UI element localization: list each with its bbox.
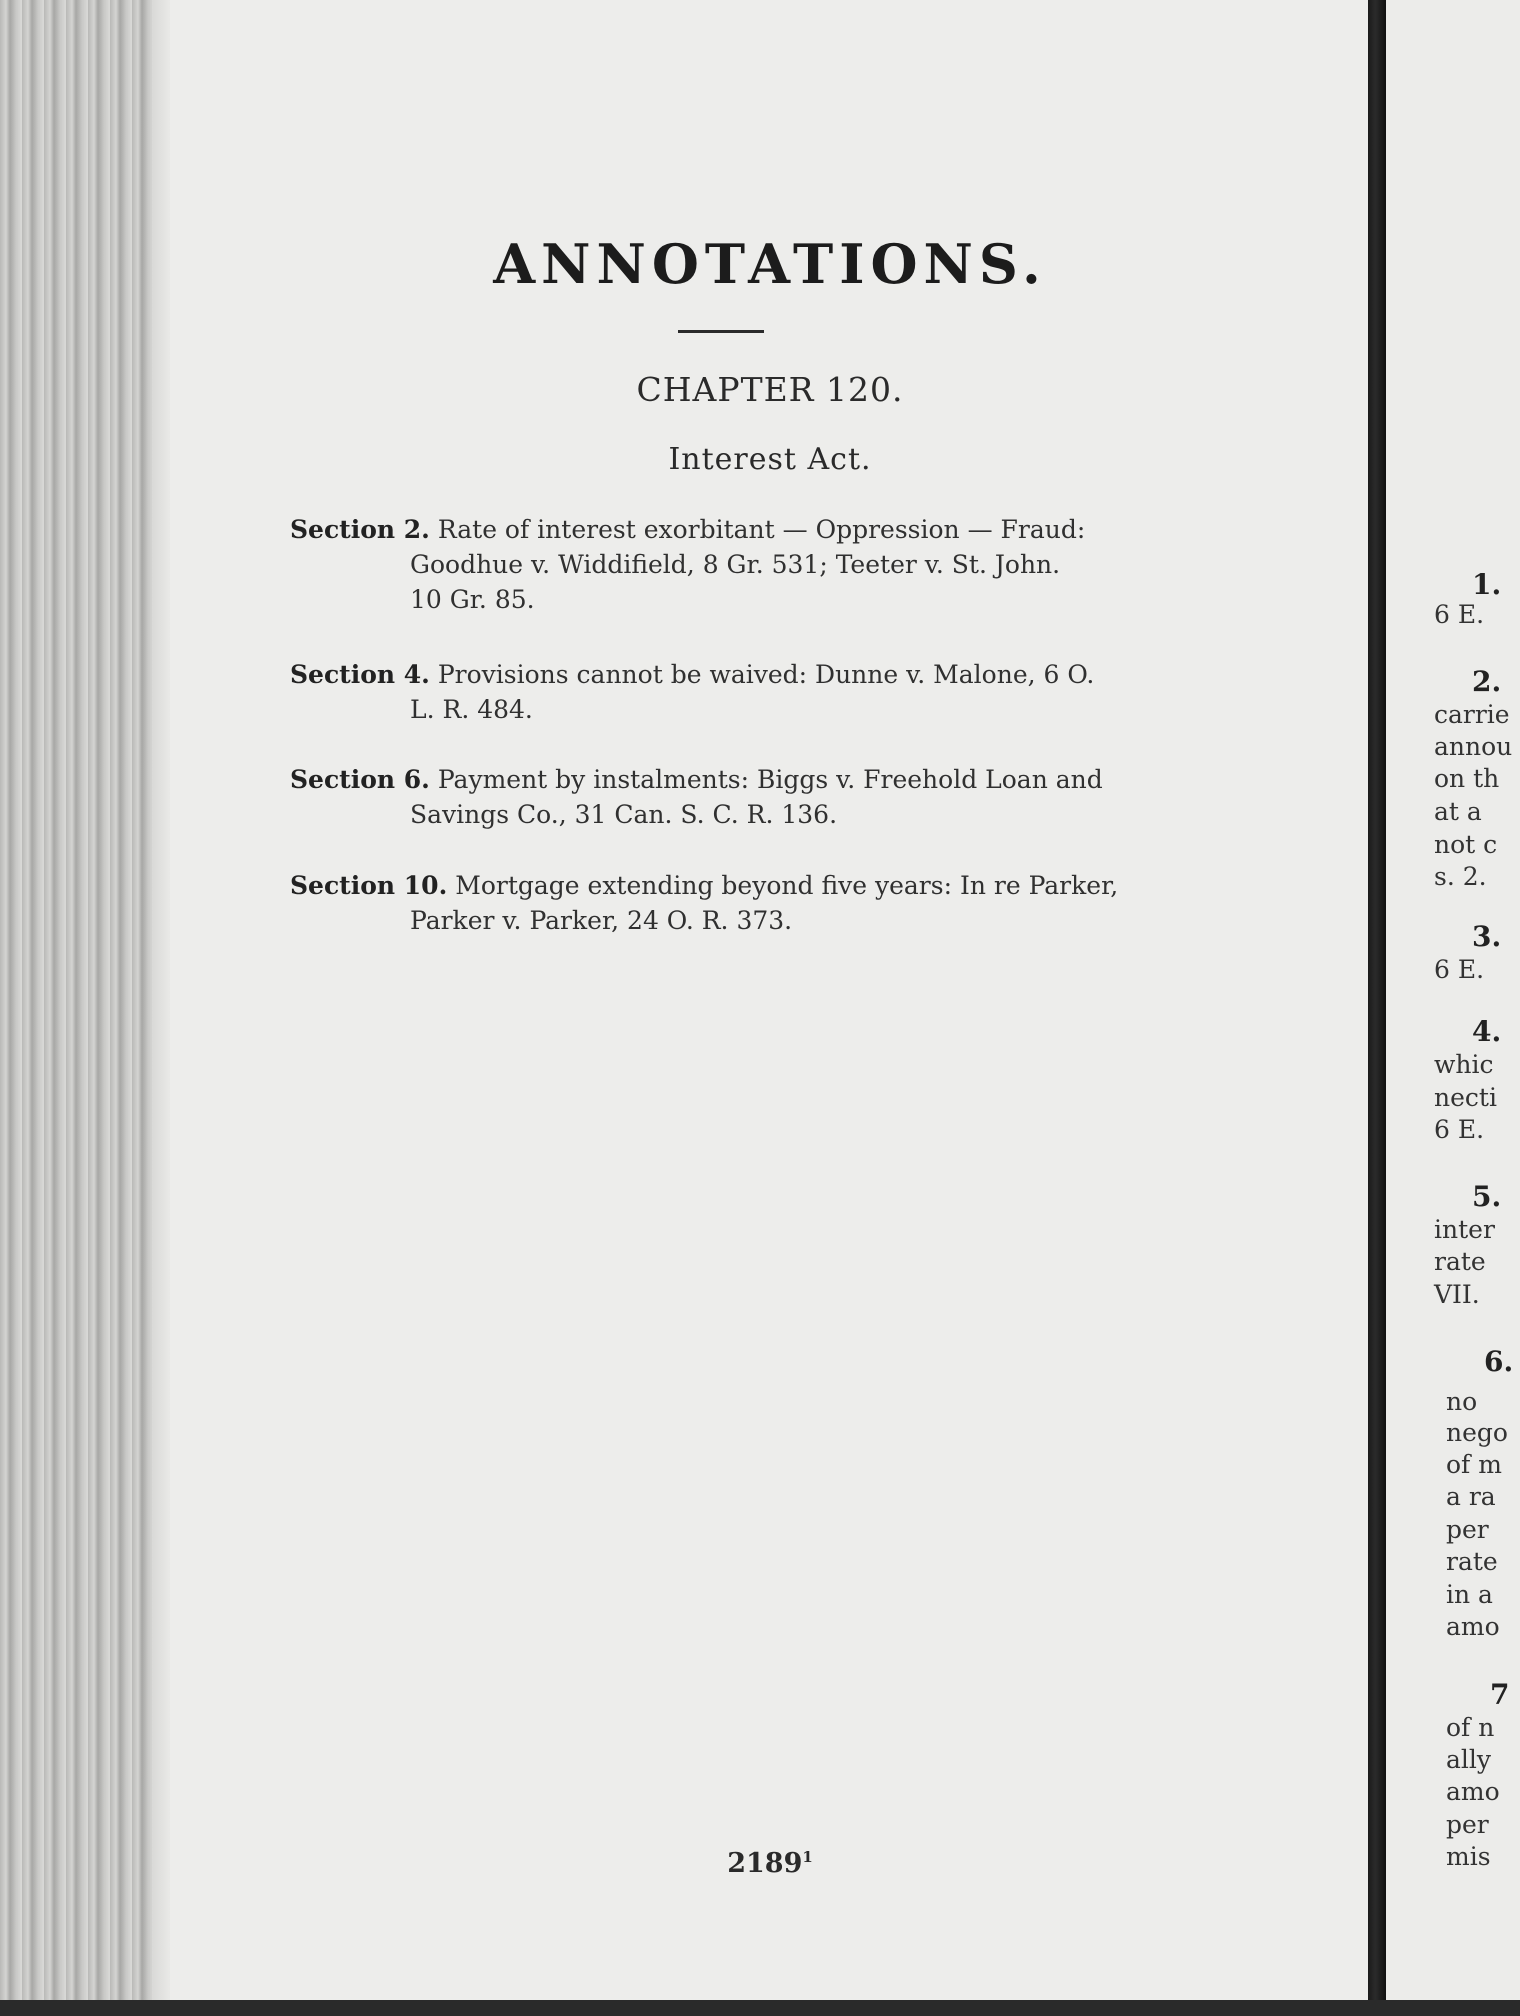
text-fragment: rate — [1446, 1547, 1498, 1576]
annotation-entry — [290, 512, 1160, 617]
annotation-text: Parker v. Parker, 24 O. R. 373. — [410, 906, 793, 935]
text-fragment: s. 2. — [1434, 862, 1487, 891]
page-edges — [0, 0, 170, 2016]
text-fragment: per — [1446, 1810, 1489, 1839]
annotation-text: Mortgage extending beyond five years: In re Parker, — [455, 871, 1119, 900]
text-fragment: rate — [1434, 1247, 1486, 1276]
section-number: 6. — [1484, 1345, 1514, 1378]
text-fragment: of m — [1446, 1450, 1502, 1479]
text-fragment: annou — [1434, 732, 1513, 761]
page-title: ANNOTATIONS. — [493, 232, 1047, 296]
chapter-heading: CHAPTER 120. — [636, 370, 904, 409]
section-number: 7 — [1490, 1678, 1510, 1711]
annotation-text: Payment by instalments: Biggs v. Freehold Loan and — [437, 765, 1103, 794]
text-fragment: mis — [1446, 1842, 1491, 1871]
section-number: 3. — [1472, 920, 1502, 953]
text-fragment: not c — [1434, 830, 1498, 859]
annotation-text: Provisions cannot be waived: Dunne v. Malone, 6 O. — [437, 660, 1095, 689]
text-fragment: ally — [1446, 1745, 1492, 1774]
text-fragment: in a — [1446, 1580, 1493, 1609]
left-page — [170, 0, 1370, 2016]
text-fragment: whic — [1434, 1050, 1494, 1079]
annotation-text: Goodhue v. Widdifield, 8 Gr. 531; Teeter v. St. John. — [410, 550, 1061, 579]
act-title: Interest Act. — [668, 442, 872, 477]
section-label: Section 10. — [290, 871, 448, 900]
right-page-fragment — [1386, 0, 1520, 2000]
text-fragment: inter — [1434, 1215, 1495, 1244]
text-fragment: per — [1446, 1515, 1489, 1544]
text-fragment: 6 E. — [1434, 1115, 1485, 1144]
text-fragment: VII. — [1434, 1280, 1480, 1309]
book-spine — [1368, 0, 1386, 2016]
annotation-entry — [290, 762, 1160, 832]
text-fragment: carrie — [1434, 700, 1510, 729]
section-label: Section 2. — [290, 515, 430, 544]
section-number: 4. — [1472, 1015, 1502, 1048]
annotation-entry — [290, 868, 1160, 938]
annotation-text: Rate of interest exorbitant — Oppression — Fraud: — [437, 515, 1086, 544]
text-fragment: 6 E. — [1434, 955, 1485, 984]
text-fragment: on th — [1434, 764, 1500, 793]
text-fragment: amo — [1446, 1777, 1500, 1806]
section-label: Section 6. — [290, 765, 430, 794]
text-fragment: amo — [1446, 1612, 1500, 1641]
text-fragment: no — [1446, 1387, 1478, 1416]
annotation-text: 10 Gr. 85. — [410, 585, 535, 614]
title-rule — [678, 330, 764, 333]
section-number: 5. — [1472, 1180, 1502, 1213]
section-number: 1. — [1472, 568, 1502, 601]
text-fragment: of n — [1446, 1713, 1495, 1742]
annotation-entry — [290, 657, 1160, 727]
section-number: 2. — [1472, 665, 1502, 698]
annotation-text: Savings Co., 31 Can. S. C. R. 136. — [410, 800, 838, 829]
page-number: 2189$^1$ — [727, 1848, 813, 1879]
text-fragment: necti — [1434, 1083, 1497, 1112]
annotation-text: L. R. 484. — [410, 695, 533, 724]
text-fragment: nego — [1446, 1418, 1508, 1447]
section-label: Section 4. — [290, 660, 430, 689]
text-fragment: a ra — [1446, 1482, 1496, 1511]
text-fragment: 6 E. — [1434, 600, 1485, 629]
text-fragment: at a — [1434, 797, 1482, 826]
bottom-shadow — [0, 2000, 1520, 2016]
